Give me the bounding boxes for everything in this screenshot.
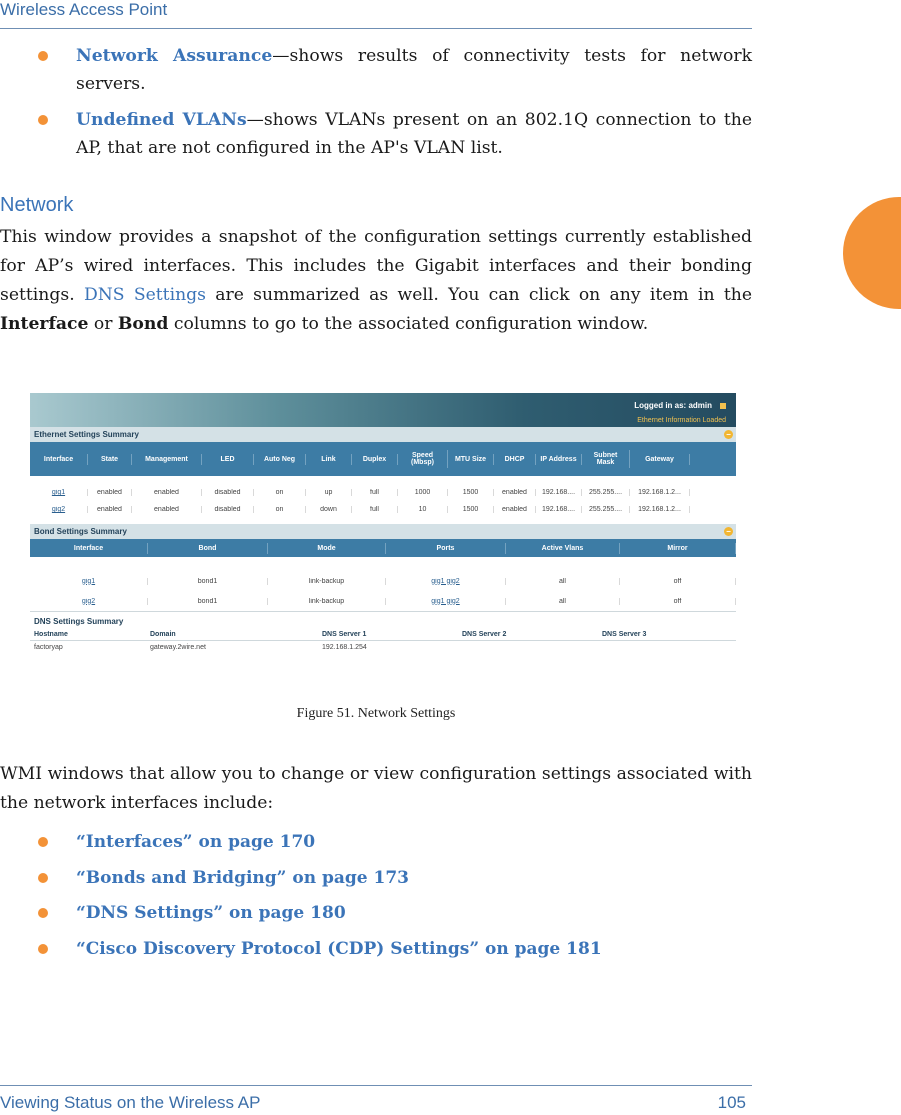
dns-summary-bar — [30, 611, 736, 629]
ethernet-cell: down — [306, 506, 352, 513]
ethernet-cell: 255.255.... — [582, 489, 630, 496]
table-row — [30, 591, 736, 611]
bullet-icon — [38, 115, 48, 125]
ethernet-header-cell: Auto Neg — [254, 454, 306, 465]
running-header — [0, 0, 752, 29]
bullet-term: Network Assurance — [76, 46, 273, 66]
ethernet-cell: full — [352, 489, 398, 496]
list-item — [36, 935, 752, 963]
ethernet-cell: on — [254, 489, 306, 496]
collapse-icon[interactable]: − — [724, 527, 733, 536]
ethernet-header-cell: Duplex — [352, 454, 398, 465]
ethernet-cell: disabled — [202, 506, 254, 513]
xref-link-dns[interactable]: “DNS Settings” on page 180 — [76, 903, 346, 923]
interface-term: Interface — [0, 314, 89, 334]
dns-table-row — [30, 641, 736, 654]
ethernet-cell: enabled — [132, 489, 202, 496]
bond-summary-title: Bond Settings Summary — [34, 527, 127, 536]
dns-summary-title: DNS Settings Summary — [34, 617, 124, 626]
list-item — [36, 899, 752, 927]
dns-cell: 192.168.1.254 — [322, 644, 367, 651]
bond-cell: off — [620, 598, 736, 605]
bond-header-cell: Mode — [268, 543, 386, 554]
xref-list — [36, 828, 752, 963]
status-message: Ethernet Information Loaded — [637, 417, 726, 424]
dns-header-cell: DNS Server 2 — [462, 631, 507, 638]
bond-header-cell: Interface — [30, 543, 148, 554]
collapse-icon[interactable]: − — [724, 430, 733, 439]
bullet-text: —shows results of connectivity tests for network servers. — [76, 46, 752, 94]
header-title: Wireless Access Point — [0, 0, 168, 19]
bond-cell: bond1 — [148, 578, 268, 585]
bond-cell: all — [506, 578, 620, 585]
bullet-icon — [38, 873, 48, 883]
top-bullet-list — [36, 42, 752, 162]
login-info — [634, 399, 726, 428]
dns-header-cell: Domain — [150, 631, 176, 638]
running-footer — [0, 1085, 752, 1115]
table-row — [30, 571, 736, 591]
chapter-tab-marker — [843, 197, 901, 309]
bond-cell: bond1 — [148, 598, 268, 605]
list-item — [36, 106, 752, 162]
ethernet-cell: 192.168.... — [536, 506, 582, 513]
dns-header-cell: DNS Server 1 — [322, 631, 367, 638]
paragraph-text: This window provides a snapshot of the configuration settings currently established for AP’s wired interfaces. This includes the Gigabit interfaces and their bonding settings. — [0, 227, 752, 305]
ethernet-cell: 1500 — [448, 489, 494, 496]
network-settings-screenshot — [30, 393, 736, 687]
bond-cell: all — [506, 598, 620, 605]
ethernet-table-header — [30, 442, 736, 476]
ethernet-cell: 10 — [398, 506, 448, 513]
bullet-icon — [38, 837, 48, 847]
ethernet-header-cell: LED — [202, 454, 254, 465]
ethernet-table-body — [30, 476, 736, 518]
figure-caption: Figure 51. Network Settings — [296, 706, 456, 721]
list-item — [36, 864, 752, 892]
dns-cell — [462, 644, 602, 651]
bullet-text: —shows VLANs present on an 802.1Q connection to the AP, that are not configured in the AP's VLAN list. — [76, 110, 752, 158]
ethernet-cell: enabled — [494, 489, 536, 496]
page-number: 105 — [717, 1093, 746, 1112]
dns-cell: factoryap — [34, 644, 63, 651]
ethernet-header-cell: MTU Size — [448, 454, 494, 465]
bond-summary-bar[interactable] — [30, 524, 736, 539]
paragraph-text: or — [88, 314, 118, 334]
ethernet-cell: 192.168.... — [536, 489, 582, 496]
section-heading: Network — [0, 194, 74, 216]
ethernet-cell: enabled — [132, 506, 202, 513]
ethernet-cell: up — [306, 489, 352, 496]
xref-link-bonds[interactable]: “Bonds and Bridging” on page 173 — [76, 867, 409, 888]
xref-link-interfaces[interactable]: “Interfaces” on page 170 — [76, 832, 316, 852]
section-paragraph — [0, 223, 752, 339]
bullet-icon — [38, 944, 48, 954]
list-item — [36, 42, 752, 98]
table-row — [30, 501, 736, 518]
wmi-paragraph: WMI windows that allow you to change or view configuration settings associated with the network interfaces include: — [0, 764, 752, 813]
ethernet-cell: 1000 — [398, 489, 448, 496]
bond-table-header — [30, 539, 736, 557]
dns-cell — [602, 644, 732, 651]
bullet-icon — [38, 51, 48, 61]
bond-cell: link-backup — [268, 578, 386, 585]
ethernet-cell: 192.168.1.2... — [630, 489, 690, 496]
bond-header-cell: Mirror — [620, 543, 736, 554]
bond-cell[interactable]: gig2 — [30, 598, 148, 605]
bond-term: Bond — [117, 314, 169, 334]
ethernet-cell: enabled — [88, 506, 132, 513]
dns-header-cell: DNS Server 3 — [602, 631, 647, 638]
ethernet-header-cell: Speed (Mbsp) — [398, 450, 448, 468]
app-top-bar — [30, 393, 736, 427]
ethernet-cell: 255.255.... — [582, 506, 630, 513]
bond-cell[interactable]: gig1 gig2 — [386, 598, 506, 605]
bond-cell[interactable]: gig1 — [30, 578, 148, 585]
ethernet-header-cell: IP Address — [536, 454, 582, 465]
footer-title: Viewing Status on the Wireless AP — [0, 1093, 261, 1112]
bond-cell: link-backup — [268, 598, 386, 605]
ethernet-header-cell: DHCP — [494, 454, 536, 465]
ethernet-cell: enabled — [494, 506, 536, 513]
bullet-icon — [38, 908, 48, 918]
bond-cell: off — [620, 578, 736, 585]
ethernet-header-cell: Subnet Mask — [582, 450, 630, 468]
bond-table-body — [30, 557, 736, 611]
dns-settings-link[interactable]: DNS Settings — [83, 285, 206, 305]
ethernet-cell: full — [352, 506, 398, 513]
bond-cell[interactable]: gig1 gig2 — [386, 578, 506, 585]
paragraph-text: are summarized as well. You can click on any item in the — [205, 285, 752, 305]
ethernet-header-cell: Gateway — [630, 454, 690, 465]
ethernet-cell: 1500 — [448, 506, 494, 513]
dns-table-header — [30, 629, 736, 641]
ethernet-header-cell: State — [88, 454, 132, 465]
list-item — [36, 828, 752, 856]
bond-header-cell: Active Vlans — [506, 543, 620, 554]
ethernet-summary-title: Ethernet Settings Summary — [34, 430, 139, 439]
ethernet-cell[interactable]: gig2 — [30, 506, 88, 513]
ethernet-header-cell: Link — [306, 454, 352, 465]
paragraph-text: columns to go to the associated configuration window. — [168, 314, 649, 334]
ethernet-summary-bar[interactable] — [30, 427, 736, 442]
lock-icon — [720, 403, 726, 409]
bond-header-cell: Bond — [148, 543, 268, 554]
ethernet-cell: on — [254, 506, 306, 513]
bullet-term: Undefined VLANs — [76, 110, 247, 130]
table-row — [30, 484, 736, 501]
ethernet-cell[interactable]: gig1 — [30, 489, 88, 496]
ethernet-header-cell: Management — [132, 454, 202, 465]
ethernet-header-cell: Interface — [30, 454, 88, 465]
dns-cell: gateway.2wire.net — [150, 644, 206, 651]
bond-header-cell: Ports — [386, 543, 506, 554]
ethernet-cell: enabled — [88, 489, 132, 496]
xref-link-cdp[interactable]: “Cisco Discovery Protocol (CDP) Settings” on page 181 — [76, 938, 602, 959]
login-text: Logged in as: admin — [634, 401, 712, 410]
dns-header-cell: Hostname — [34, 631, 68, 638]
ethernet-cell: 192.168.1.2... — [630, 506, 690, 513]
ethernet-cell: disabled — [202, 489, 254, 496]
